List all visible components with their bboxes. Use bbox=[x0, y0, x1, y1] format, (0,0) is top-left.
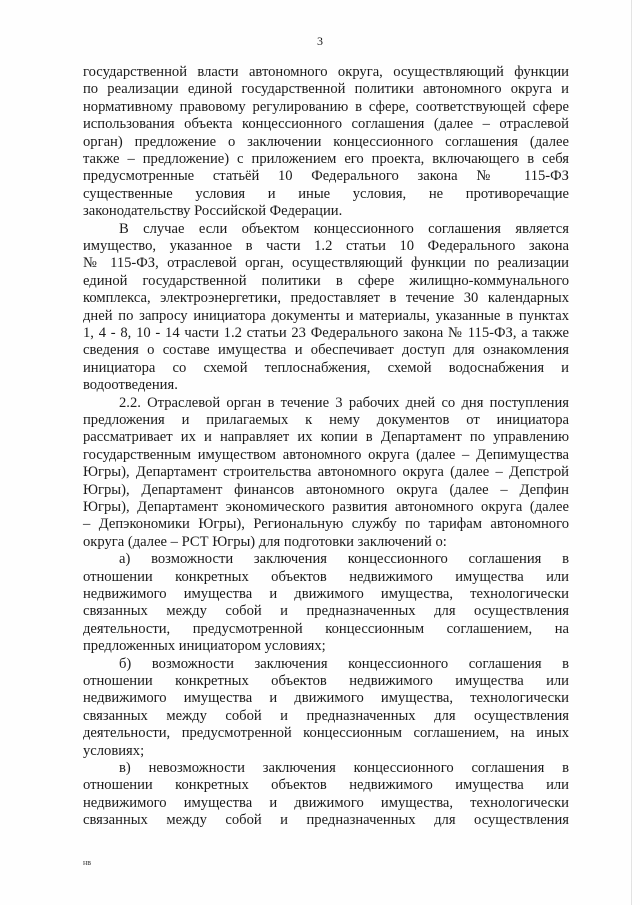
text-line: Югры), Департамент экономического развития автономного округа (далее bbox=[83, 499, 569, 515]
text-line: отношении конкретных объектов недвижимого имущества или bbox=[83, 673, 569, 689]
text-line: предложенных инициатором условиях; bbox=[83, 638, 326, 655]
text-line: существенные условия и иные условия, не противоречащие bbox=[83, 185, 569, 202]
text-line: – Депэкономики Югры), Региональную службу по тарифам автономного bbox=[83, 516, 569, 533]
text-line: законодательству Российской Федерации. bbox=[83, 203, 343, 220]
text-line: по реализации единой государственной политики автономного округа и bbox=[83, 81, 569, 98]
text-line: также – предложение) с приложением его проекта, включающего в себя bbox=[83, 151, 569, 167]
text-line: орган) предложение о заключении концессионного соглашения (далее bbox=[83, 133, 569, 150]
text-line: недвижимого имущества и движимого имущества, технологически bbox=[83, 690, 569, 707]
text-line: Югры), Департамент финансов автономного округа (далее – Депфин bbox=[83, 481, 569, 498]
text-line: условиях; bbox=[83, 742, 145, 759]
item-a-start-line: а) возможности заключения концессионного соглашения в bbox=[119, 551, 569, 568]
text-line: нормативному правовому регулированию в сфере, соответствующей сфере bbox=[83, 98, 569, 115]
page-number: 3 bbox=[317, 34, 323, 48]
text-line: 1, 4 - 8, 10 - 14 части 1.2 статьи 23 Федерального закона № 115-ФЗ, а также bbox=[83, 325, 569, 341]
text-line: отношении конкретных объектов недвижимого имущества или bbox=[83, 568, 569, 585]
text-line: деятельности, предусмотренной концессионным соглашением, на иных bbox=[83, 725, 569, 742]
text-line: связанных между собой и предназначенных для осуществления bbox=[83, 812, 569, 829]
page-edge bbox=[631, 0, 632, 905]
text-line: государственной власти автономного округа, осуществляющий функции bbox=[83, 64, 569, 80]
text-line: недвижимого имущества и движимого имущества, технологически bbox=[83, 586, 569, 602]
text-line: единой государственной политики в сфере жилищно-коммунального bbox=[83, 272, 569, 289]
text-line: связанных между собой и предназначенных для осуществления bbox=[83, 603, 569, 620]
text-line: № 115-ФЗ, отраслевой орган, осуществляющий функции по реализации bbox=[83, 255, 569, 272]
section-2-2-start-line: 2.2. Отраслевой орган в течение 3 рабочих дней со дня поступления bbox=[119, 394, 569, 411]
footer-mark: нв bbox=[83, 858, 92, 867]
text-line: имущество, указанное в части 1.2 статьи 10 Федерального закона bbox=[83, 238, 569, 254]
item-b-start-line: б) возможности заключения концессионного соглашения в bbox=[119, 655, 569, 672]
text-line: связанных между собой и предназначенных для осуществления bbox=[83, 707, 569, 724]
text-line: деятельности, предусмотренной концессионным соглашением, на bbox=[83, 620, 569, 637]
text-line: предложения и прилагаемых к нему документов от инициатора bbox=[83, 412, 569, 428]
text-line: водоотведения. bbox=[83, 377, 178, 394]
item-v-start-line: в) невозможности заключения концессионного соглашения в bbox=[119, 760, 569, 776]
text-line: Югры), Департамент строительства автономного округа (далее – Депстрой bbox=[83, 464, 569, 481]
paragraph-start-line: В случае если объектом концессионного соглашения является bbox=[119, 220, 569, 237]
text-line: дней по запросу инициатора документы и материалы, указанные в пунктах bbox=[83, 307, 569, 324]
text-line: сведения о составе имущества и обеспечивает доступ для ознакомления bbox=[83, 342, 569, 359]
text-line: округа (далее – РСТ Югры) для подготовки заключений о: bbox=[83, 533, 447, 550]
text-line: недвижимого имущества и движимого имущества, технологически bbox=[83, 794, 569, 811]
text-line: комплекса, электроэнергетики, предоставляет в течение 30 календарных bbox=[83, 290, 569, 307]
text-line: предусмотренные статьёй 10 Федерального закона № 115-ФЗ bbox=[83, 168, 569, 185]
text-line: государственным имуществом автономного округа (далее – Депимущества bbox=[83, 446, 569, 463]
text-line: отношении конкретных объектов недвижимого имущества или bbox=[83, 777, 569, 794]
text-line: рассматривает их и направляет их копии в Департамент по управлению bbox=[83, 429, 569, 446]
text-line: инициатора со схемой теплоснабжения, схемой водоснабжения и bbox=[83, 359, 569, 376]
text-line: использования объекта концессионного соглашения (далее – отраслевой bbox=[83, 116, 569, 133]
